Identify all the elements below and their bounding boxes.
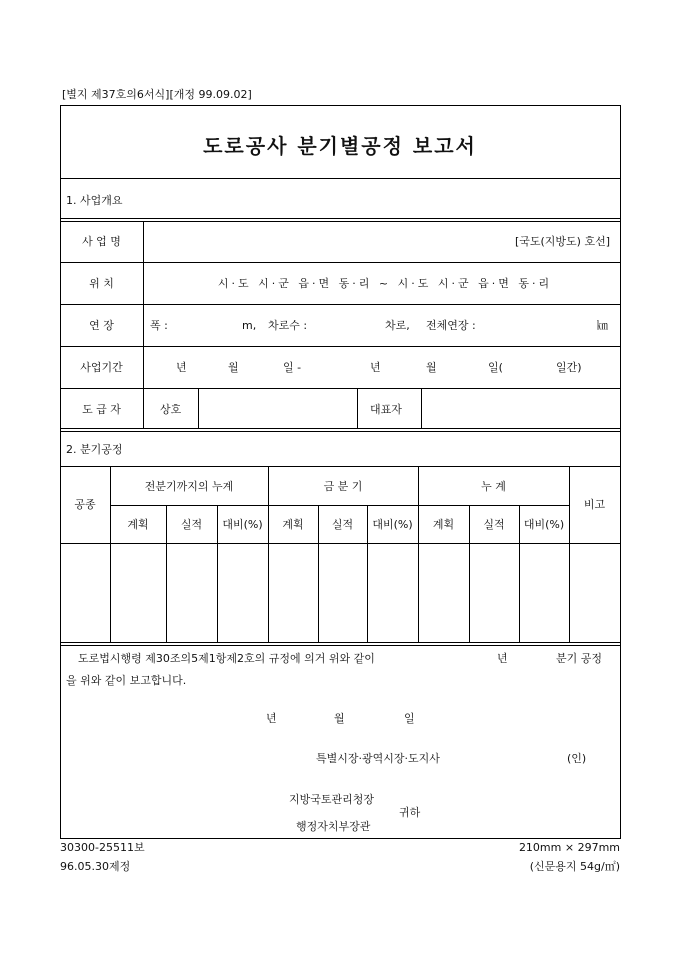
cumulative-actual: 실적 bbox=[483, 518, 505, 531]
divider bbox=[60, 388, 621, 389]
frame-bottom bbox=[60, 838, 621, 839]
project-name-label: 사 업 명 bbox=[82, 235, 121, 248]
section2-heading: 2. 분기공정 bbox=[66, 443, 123, 456]
divider bbox=[110, 505, 569, 506]
period-end-day: 일( bbox=[488, 361, 503, 374]
recipient-ministry: 행정자치부장관 bbox=[296, 820, 371, 833]
divider bbox=[60, 466, 621, 467]
section1-heading: 1. 사업개요 bbox=[66, 194, 123, 207]
company-label: 상호 bbox=[160, 403, 182, 416]
width-unit: m, bbox=[242, 319, 257, 332]
width-label: 폭 : bbox=[150, 319, 168, 332]
prev-ratio: 대비(%) bbox=[222, 518, 263, 531]
location-label: 위 치 bbox=[89, 277, 114, 290]
period-end-year: 년 bbox=[370, 361, 381, 374]
divider bbox=[60, 221, 621, 222]
col-work-type: 공종 bbox=[74, 498, 96, 511]
honorific: 귀하 bbox=[399, 806, 421, 819]
representative-label: 대표자 bbox=[370, 403, 402, 416]
project-name-value[interactable]: [국도(지방도) 호선] bbox=[514, 235, 610, 248]
statement-quarter: 분기 공정 bbox=[556, 652, 603, 665]
footer-enacted-date: 96.05.30제정 bbox=[60, 860, 131, 873]
lanes-unit: 차로, bbox=[385, 319, 410, 332]
period-label: 사업기간 bbox=[80, 361, 123, 374]
contractor-label: 도 급 자 bbox=[82, 403, 121, 416]
date-day: 일 bbox=[404, 712, 415, 725]
date-year: 년 bbox=[266, 712, 277, 725]
col-remark: 비고 bbox=[583, 498, 606, 511]
period-start-year: 년 bbox=[176, 361, 187, 374]
date-month: 월 bbox=[334, 712, 345, 725]
lanes-label: 차로수 : bbox=[268, 319, 308, 332]
divider bbox=[60, 431, 621, 432]
group-cumulative: 누 계 bbox=[481, 480, 506, 493]
divider bbox=[60, 218, 621, 219]
frame-left bbox=[60, 105, 61, 839]
divider bbox=[60, 645, 621, 646]
group-current: 금 분 기 bbox=[323, 480, 363, 493]
location-value[interactable]: 시·도 시·군 읍·면 동·리 ~ 시·도 시·군 읍·면 동·리 bbox=[217, 277, 553, 290]
total-length-label: 전체연장 : bbox=[426, 319, 476, 332]
statement-line2: 을 위와 같이 보고합니다. bbox=[66, 674, 187, 687]
seal-mark: (인) bbox=[567, 752, 587, 765]
footer-paper-size: 210mm × 297mm bbox=[518, 841, 620, 854]
footer-form-number: 30300-25511보 bbox=[60, 841, 145, 854]
signer-title: 특별시장·광역시장·도지사 bbox=[316, 752, 440, 765]
cumulative-ratio: 대비(%) bbox=[523, 518, 565, 531]
period-end-month: 월 bbox=[426, 361, 437, 374]
current-actual: 실적 bbox=[331, 518, 354, 531]
current-plan: 계획 bbox=[282, 518, 304, 531]
period-start-month: 월 bbox=[228, 361, 239, 374]
total-length-unit: ㎞ bbox=[597, 319, 608, 332]
footer-paper-type: (신문용지 54g/㎡) bbox=[529, 860, 620, 873]
prev-plan: 계획 bbox=[127, 518, 149, 531]
page-title: 도로공사 분기별공정 보고서 bbox=[203, 134, 477, 158]
length-label: 연 장 bbox=[89, 319, 114, 332]
divider bbox=[60, 428, 621, 429]
divider bbox=[569, 466, 570, 643]
group-previous: 전분기까지의 누계 bbox=[144, 480, 234, 493]
divider bbox=[60, 543, 621, 544]
divider bbox=[198, 388, 199, 429]
divider bbox=[357, 388, 358, 429]
divider bbox=[60, 262, 621, 263]
statement-line1: 도로법시행령 제30조의5제1항제2호의 규정에 의거 위와 같이 bbox=[78, 652, 375, 665]
period-days: 일간) bbox=[556, 361, 582, 374]
recipient-regional: 지방국토관리청장 bbox=[289, 793, 375, 806]
divider bbox=[60, 346, 621, 347]
prev-actual: 실적 bbox=[180, 518, 203, 531]
current-ratio: 대비(%) bbox=[372, 518, 413, 531]
period-start-day: 일 - bbox=[283, 361, 302, 374]
form-header: [별지 제37호의6서식][개정 99.09.02] bbox=[62, 88, 252, 101]
divider bbox=[421, 388, 422, 429]
label-column-divider bbox=[143, 221, 144, 429]
divider bbox=[60, 642, 621, 643]
frame-top bbox=[60, 105, 621, 106]
frame-right bbox=[620, 105, 621, 839]
statement-year: 년 bbox=[497, 652, 508, 665]
divider bbox=[60, 304, 621, 305]
cumulative-plan: 계획 bbox=[432, 518, 455, 531]
divider bbox=[60, 178, 621, 179]
